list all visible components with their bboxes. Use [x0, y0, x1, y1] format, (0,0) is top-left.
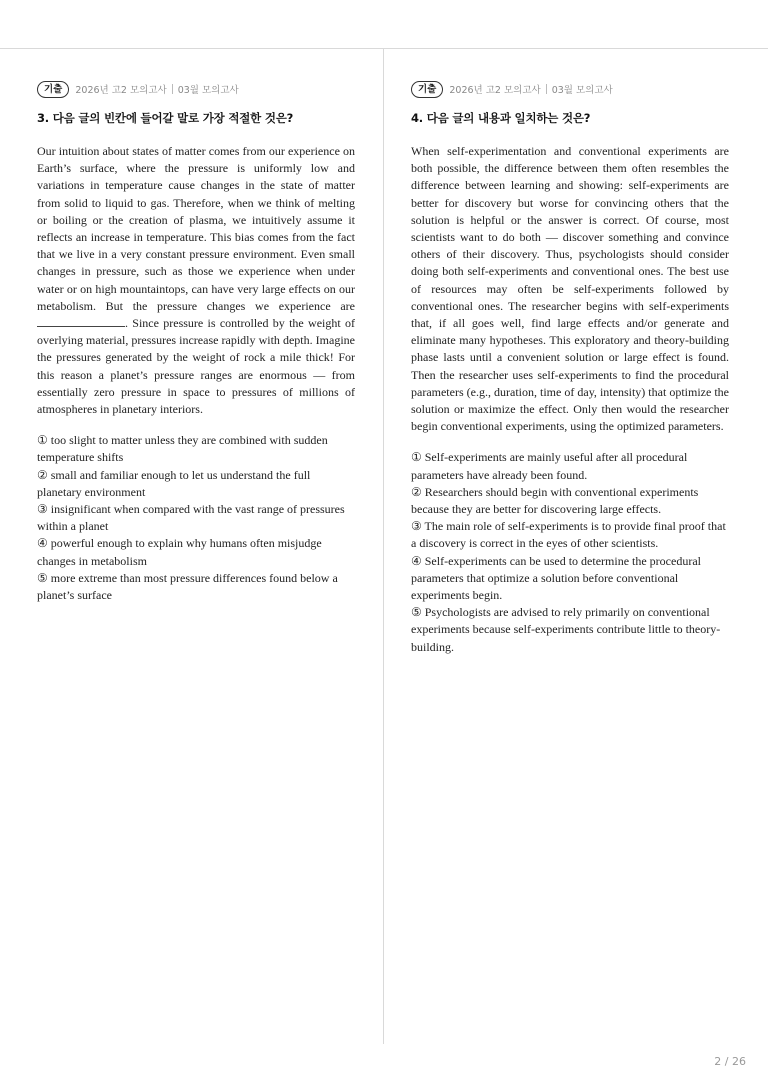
question-title: 3. 다음 글의 빈칸에 들어갈 말로 가장 적절한 것은? [37, 111, 294, 125]
passage-before-blank: Our intuition about states of matter comes from our experience on Earth’s surface, where the pressure is uniformly low and variations in temperature cause changes in the state of matter from solid to liquid to gas. Therefore, when we think of melting or boiling or the creation of plasma, we intuitively assume it reflects an increase in temperature. This bias comes from the fact that we live in a very constant pressure environment. Even small changes in pressure, such as those we experience when under water or on high mountaintops, can have very large effects on our metabolism. But the pressure changes we experience are [37, 144, 355, 313]
option-1[interactable]: ① too slight to matter unless they are combined with sudden temperature shifts [37, 433, 328, 465]
option-1[interactable]: ① Self-experiments are mainly useful after all procedural parameters have already been found. [411, 450, 688, 482]
meta-separator [172, 84, 173, 94]
question-passage: When self-experimentation and conventional experiments are both possible, the difference between them often resembles the difference between learning and showing: self-experiments are better for discovery but worse for convincing others that the solution is helpful or the answer is correct. Of course, most scientists want to do both — discover something and convince others of their discovery. Thus, psychologists should consider doing both self-experiments and conventional ones. The best use of resources may often be self-experiments followed by conventional ones. The researcher begins with self-experiments that, if all goes well, find large effects and/or generate and eliminate many hypotheses. This exploratory and theory-building phase lasts until a convenient solution or large effect is found. Then the researcher uses self-experiments to find the procedural parameters (e.g., duration, time of day, intensity) that optimize the solution or maximize the effect. Only then would the researcher begin conventional experiments, using the optimized parameters. [411, 144, 729, 434]
source-badge: 기출 [37, 81, 69, 98]
exam-month: 03월 모의고사 [177, 85, 239, 96]
question-3 [37, 80, 355, 604]
question-4 [411, 80, 729, 656]
page-number: 2 / 26 [714, 1055, 746, 1068]
option-3[interactable]: ③ The main role of self-experiments is to provide final proof that a discovery is correct in the eyes of other scientists. [411, 519, 726, 551]
exam-year: 2026년 고2 모의고사 [449, 85, 541, 96]
option-4[interactable]: ④ powerful enough to explain why humans often misjudge changes in metabolism [37, 536, 322, 568]
option-5[interactable]: ⑤ Psychologists are advised to rely primarily on conventional experiments because self-experiments contribute little to theory-building. [411, 605, 721, 654]
passage-after-blank: . Since pressure is controlled by the weight of overlying material, pressures increase rapidly with depth. Imagine the pressures generated by the weight of rock a mile thick! For this reason a planet’s pressure ranges are enormous — from essentially zero pressure in space to pressures of millions of atmospheres in planetary interiors. [37, 316, 355, 417]
answer-options [411, 449, 729, 655]
question-passage [37, 143, 355, 418]
option-4[interactable]: ④ Self-experiments can be used to determine the procedural parameters that optimize a solution before conventional experiments begin. [411, 553, 701, 603]
meta-separator [546, 84, 547, 94]
exam-year: 2026년 고2 모의고사 [75, 85, 167, 96]
column-divider [383, 49, 384, 1044]
option-2[interactable]: ② small and familiar enough to let us understand the full planetary environment [37, 467, 311, 499]
exam-month: 03월 모의고사 [551, 85, 613, 96]
option-5[interactable]: ⑤ more extreme than most pressure differences found below a planet’s surface [37, 570, 338, 603]
source-badge: 기출 [411, 81, 443, 98]
question-title: 4. 다음 글의 내용과 일치하는 것은? [411, 111, 591, 125]
option-2[interactable]: ② Researchers should begin with conventional experiments because they are better for discovering large effects. [411, 484, 699, 517]
option-3[interactable]: ③ insignificant when compared with the vast range of pressures within a planet [37, 502, 345, 534]
header-divider [0, 48, 768, 49]
question-meta [37, 80, 355, 98]
answer-options [37, 432, 355, 604]
answer-blank [37, 316, 125, 327]
question-meta [411, 80, 729, 98]
